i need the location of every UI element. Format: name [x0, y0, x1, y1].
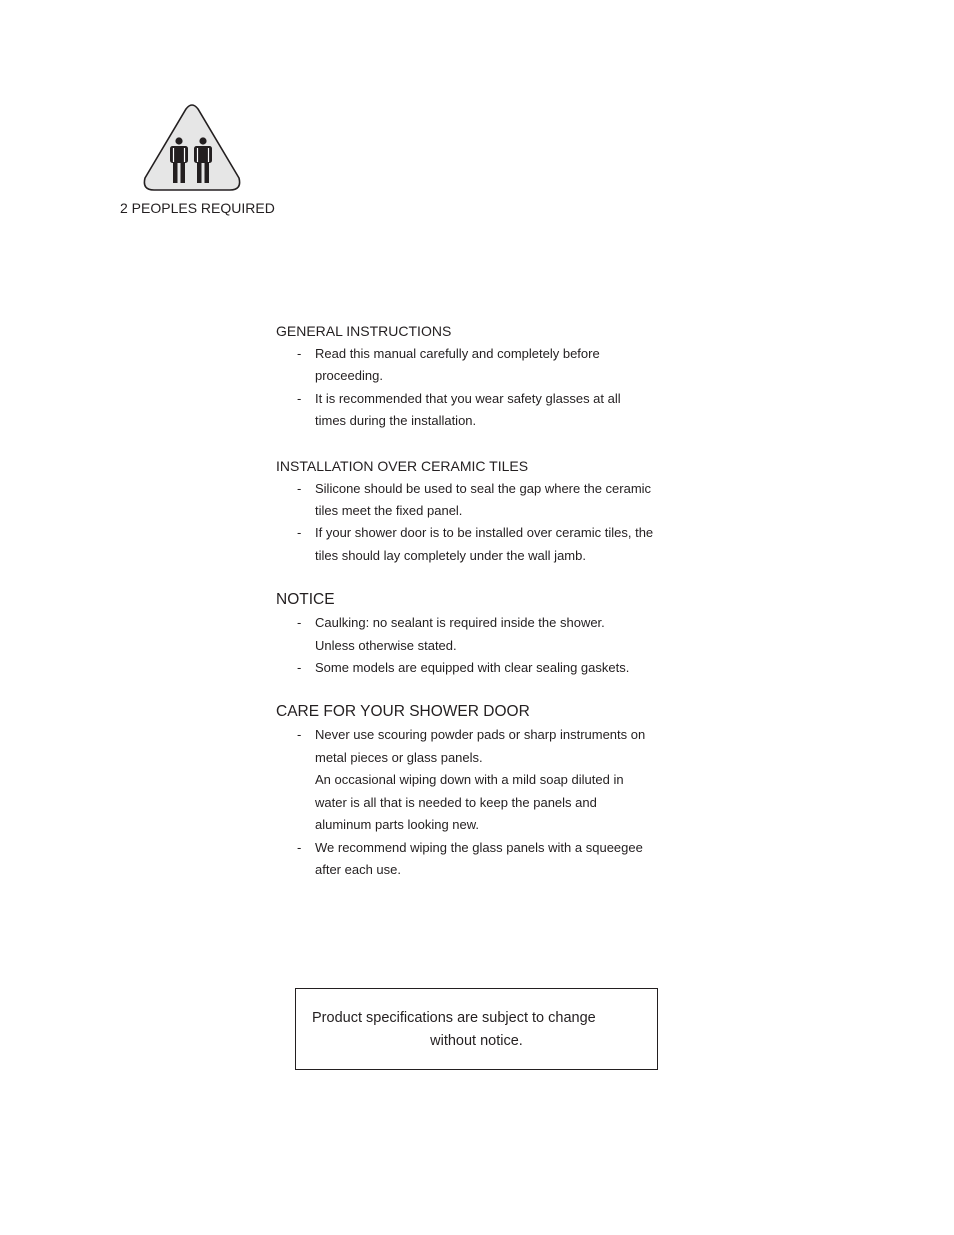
bullet-dash: - — [297, 346, 302, 361]
item-text-line: aluminum parts looking new. — [315, 817, 480, 833]
bullet-dash: - — [297, 480, 302, 496]
item-text-line: metal pieces or glass panels. — [315, 749, 483, 765]
item-text-line: Read this manual carefully and completely before — [315, 346, 600, 361]
item-text-line: tiles meet the fixed panel. — [315, 503, 463, 519]
bullet-list — [276, 343, 676, 433]
instruction-section — [276, 590, 676, 679]
item-text-line: If your shower door is to be installed over ceramic tiles, the — [315, 525, 654, 541]
list-item — [276, 657, 676, 679]
section-title: GENERAL INSTRUCTIONS — [276, 323, 452, 339]
item-text-line: proceeding. — [315, 368, 383, 384]
list-item — [276, 478, 676, 523]
item-text-line: Silicone should be used to seal the gap where the ceramic — [315, 480, 652, 496]
item-text-line: We recommend wiping the glass panels with a squeegee — [315, 839, 643, 855]
item-text-line: It is recommended that you wear safety glasses at all — [315, 390, 621, 406]
item-text-line: Caulking: no sealant is required inside the shower. — [315, 615, 605, 631]
item-text-line: after each use. — [315, 861, 401, 877]
instruction-section — [276, 456, 676, 568]
list-item — [276, 388, 676, 433]
bullet-list — [276, 724, 676, 881]
list-item — [276, 612, 676, 657]
item-text-line: Never use scouring powder pads or sharp instruments on — [315, 727, 646, 743]
notice-line: Product specifications are subject to change — [312, 1010, 596, 1026]
section-title: NOTICE — [276, 591, 335, 609]
item-text-line: An occasional wiping down with a mild soap diluted in — [315, 772, 624, 788]
item-text-line: Unless otherwise stated. — [315, 637, 457, 653]
list-item — [276, 837, 676, 882]
instruction-section — [276, 321, 676, 433]
bullet-dash: - — [297, 525, 302, 541]
bullet-list — [276, 612, 676, 679]
list-item — [276, 343, 676, 388]
list-item — [276, 522, 676, 567]
bullet-dash: - — [297, 660, 302, 676]
list-item — [276, 724, 676, 836]
warning-caption: 2 PEOPLES REQUIRED — [120, 200, 275, 216]
bullet-dash: - — [297, 390, 302, 406]
bullet-dash: - — [297, 615, 302, 631]
item-text-line: tiles should lay completely under the wall jamb. — [315, 547, 586, 563]
item-text-line: water is all that is needed to keep the panels and — [315, 794, 597, 810]
instruction-section — [276, 702, 676, 881]
item-text-line: Some models are equipped with clear sealing gaskets. — [315, 660, 630, 676]
bullet-list — [276, 478, 676, 568]
bullet-dash: - — [297, 839, 302, 855]
specifications-notice-box — [295, 988, 658, 1070]
two-people-icon — [142, 104, 242, 192]
section-title: INSTALLATION OVER CERAMIC TILES — [276, 457, 529, 474]
notice-line: without notice. — [430, 1033, 523, 1049]
bullet-dash: - — [297, 727, 302, 743]
item-text-line: times during the installation. — [315, 413, 477, 429]
section-title: CARE FOR YOUR SHOWER DOOR — [276, 703, 530, 721]
instructions-list — [276, 321, 676, 904]
